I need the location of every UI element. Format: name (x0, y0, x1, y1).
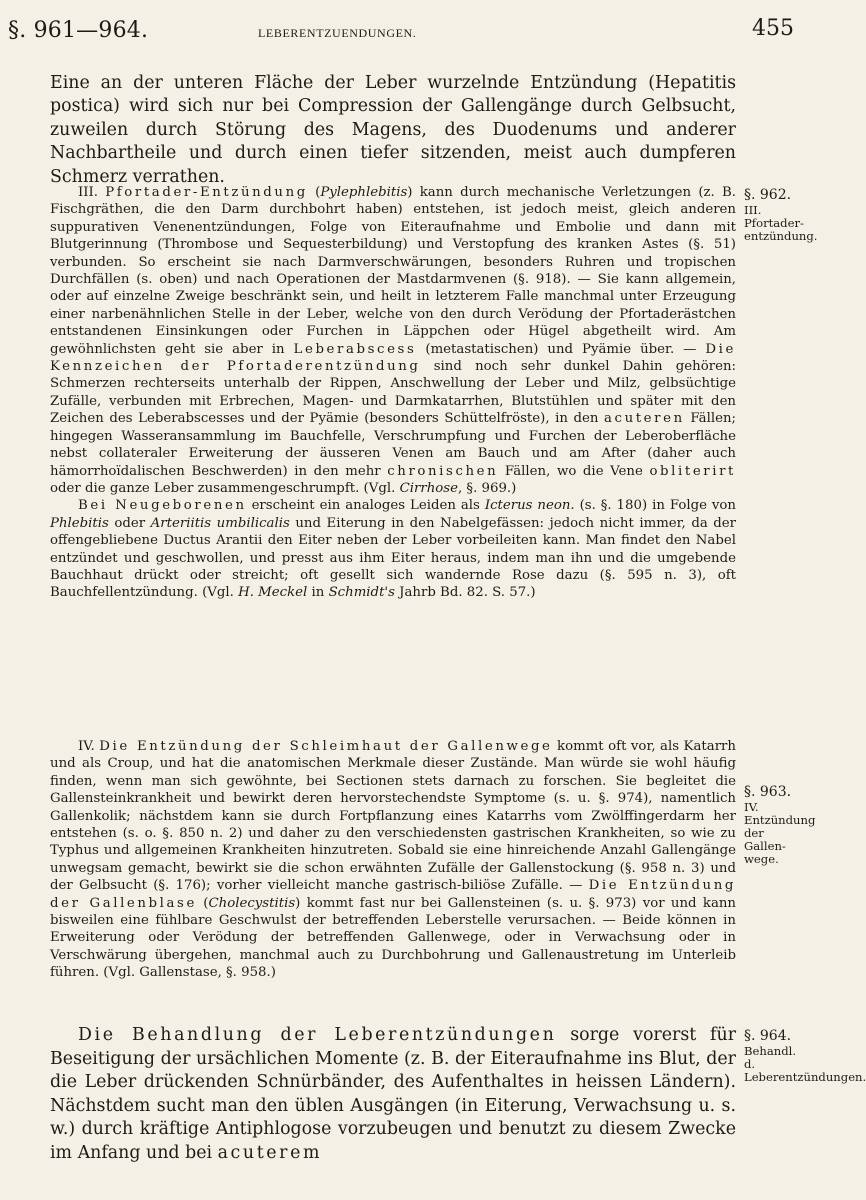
paragraph-text: sorge vorerst für Beseitigung der ursächlichen Momente (z. B. der Eiteraufnahme ins Blut, der die Leber drückenden Schnürbänder, des Aufenthaltes in heissen Ländern). Nächstdem sucht man den üblen Ausgängen (in Eiterung, Verwachsung u. s. w.) durch kräftige Antiphlogose vorzubeugen und benutzt zu diesem Zwecke im Anfang und bei (50, 1025, 737, 1163)
cross-reference: Cirrhose (399, 480, 458, 496)
paragraph-text: (metastatischen) und Pyämie über. — (425, 341, 697, 357)
treatment-paragraph (50, 1024, 736, 1165)
paragraph-text: und Eiterung in den Nabelgefässen: jedoch nicht immer, da der offengebliebene Ductus Arantii den Eiter neben der Leber vorbeileiten kann. Man findet den Nabel entzündet und geschwollen, und presst aus ihm Eiter heraus, indem man ihn und die umgebende Bauchhaut drückt oder streicht; oft gesellt sich wandernde Rose dazu (§. 595 n. 3), oft Bauchfellentzündung. (Vgl. (50, 515, 737, 601)
intro-paragraph: Eine an der unteren Fläche der Leber wurzelnde Entzündung (Hepatitis postica) wird sich nur bei Compression der Gallengänge durch Gelbsucht, zuweilen durch Störung des Magens, des Duodenums und anderer Nachbartheile und durch einen tiefer sitzenden, meist auch dumpferen Schmerz verrathen. (50, 73, 736, 187)
paragraph-text: Fällen; hingegen Wasseransammlung im Bauchfelle, Verschrumpfung und Furchen der Leberoberfläche nebst collateraler Erweiterung der äusseren Venen am Bauch und am After (daher auch hämorrhoïdalischen Beschwerden) in den mehr (50, 411, 736, 479)
emphasized-term: Die Behandlung der Leberentzündungen (78, 1025, 557, 1045)
paragraph-text: oder die ganze Leber zusammengeschrumpft. (Vgl. (50, 480, 396, 496)
section-iii-block (50, 184, 736, 709)
section-term: Pfortader-Entzündung (105, 185, 308, 200)
section-iv-paragraph: IV. Die Entzündung der Schleimhaut der Gallenwege kommt oft vor, als Katarrh und als Croup, und hat die anatomischen Merkmale dieser Zustände. Man würde sie wohl häufig finden, wenn man sich gewöhnte, bei Sectionen stets darnach zu forschen. Sie begleitet die Gallensteinkrankheit und bewirkt deren hervorstechendste Symptome (s. u. §. 974), namentlich Gallenkolik; nächstdem kann sie durch Fortpflanzung eines Katarrhs vom Zwölffingerdarm her entstehen (s. o. §. 850 n. 2) und daher zu den verschiedensten gastrischen Krankheiten, so wie zu Typhus und allgemeinen Krankheiten hinzutreten. Sobald sie eine hinreichende Anzahl Gallengänge unwegsam gemacht, bewirkt sie die schon erwähnten Zufälle der Gallenstockung (§. 958 n. 3) und der Gelbsucht (§. 176); vorher vielleicht manche gastrisch-biliöse Zufälle. — Die Entzündung der Gallenblase (Cholecystitis) kommt fast nur bei Gallensteinen (s. u. §. 973) vor und kann bisweilen eine fühlbare Geschwulst der betreffenden Leberstelle verursachen. — Beide können in Erweiterung oder Verödung der betreffenden Gallenwege, oder in Verwachsung oder in Verschwärung übergehen, manchmal auch zu Durchbohrung und Gallenaustretung im Unterleib führen. (Vgl. Gallenstase, §. 958.) (50, 739, 737, 981)
running-title: LEBERENTZUENDUNGEN. (258, 26, 417, 40)
emphasized-term: Leberabscess (293, 341, 417, 357)
margin-label: Behandl. d. Leberentzündungen. (744, 1044, 866, 1084)
header-section-range: §. 961—964. (8, 18, 149, 43)
margin-note-962 (744, 187, 818, 243)
latin-term: Cholecystitis (208, 895, 296, 911)
cross-reference: H. Meckel (238, 585, 308, 601)
page-number: 455 (752, 16, 794, 41)
paragraph-text: Fällen, wo die Vene (504, 463, 643, 479)
emphasized-term: Bei Neugeborenen (78, 498, 247, 514)
emphasized-term: Die Kennzeichen der Pfortaderentzündung (50, 341, 736, 375)
emphasized-term: acuteren (604, 411, 685, 427)
emphasized-term: obliterirt (649, 463, 736, 479)
section-term: Die Entzündung der Schleimhaut der Gallenwege (99, 739, 553, 754)
paragraph-text: kann durch mechanische Verletzungen (z. B. Fischgräthen, die den Darm durchbohrt haben) entstehen, ist jedoch meist, gleich anderen suppurativen Venenentzündungen, Folge von Eiteraufnahme und Embolie und dann mit Blutgerinnung (Thrombose und Sequesterbildung) und Verstopfung des kranken Astes (§. 51) verbunden. So erscheint sie nach Darmverschwärungen, besonders Ruhren und tropischen Durchfällen (s. oben) und nach Operationen der Mastdarmvenen (§. 918). — Sie kann allgemein, oder auf einzelne Zweige beschränkt sein, und heilt in letzterem Falle manchmal unter Erzeugung einer narbenähnlichen Stelle in der Leber, welche von den durch Verödung der Pfortaderästchen entstandenen Einsinkungen oder Furchen in Läppchen oder Hügel abgetheilt wird. Am gewöhnlichsten geht sie aber in (50, 185, 736, 357)
margin-section-number: §. 964. (744, 1028, 792, 1044)
paragraph-text: in (311, 585, 325, 601)
cross-reference: Phlebitis (50, 515, 109, 531)
margin-section-number: §. 962. (744, 187, 792, 203)
emphasized-term: Die Entzündung der Gallenblase (50, 878, 737, 911)
margin-label: IV. Entzündung der Gallen-wege. (744, 800, 816, 866)
margin-label: III. Pfortader-entzündung. (744, 203, 818, 243)
paragraph-text: Jahrb Bd. 82. S. 57.) (399, 585, 536, 601)
cross-reference: Arteriitis umbilicalis (150, 515, 290, 531)
paragraph-text: kommt oft vor, als Katarrh und als Croup, und hat die anatomischen Merkmale dieser Zustände. Man würde sie wohl häufig finden, wenn man sich gewöhnte, bei Sectionen stets darnach zu forschen. Sie begleitet die Gallensteinkrankheit und bewirkt deren hervorstechendste Symptome (s. u. §. 974), namentlich Gallenkolik; nächstdem kann sie durch Fortpflanzung eines Katarrhs vom Zwölffingerdarm her entstehen (s. o. §. 850 n. 2) und daher zu den verschiedensten gastrischen Krankheiten, so wie zu Typhus und allgemeinen Krankheiten hinzutreten. Sobald sie eine hinreichende Anzahl Gallengänge unwegsam gemacht, bewirkt sie die schon erwähnten Zufälle der Gallenstockung (§. 958 n. 3) und der Gelbsucht (§. 176); vorher vielleicht manche gastrisch-biliöse Zufälle. — (50, 739, 736, 894)
emphasized-term: chronischen (387, 463, 499, 479)
paragraph-text: sind noch sehr dunkel Dahin gehören: Schmerzen rechterseits unterhalb der Rippen, Anschwellung der Leber und Milz, gelbsüchtige Zufälle, verbunden mit Erbrechen, Magen- und Darmkatarrhen, Blutstühlen und später mit den Zeichen des Leberabscesses und der Pyämie (besonders Schüttelfröste), in den (50, 359, 736, 427)
margin-note-963 (744, 784, 816, 866)
newborn-paragraph (50, 497, 736, 601)
cross-reference: Icterus neon. (484, 498, 575, 514)
paragraph-text: (s. §. 180) in Folge von (579, 498, 736, 514)
emphasized-term: acuterem (217, 1142, 323, 1163)
section-iii-paragraph: III. Pfortader-Entzündung (Pylephlebitis) kann durch mechanische Verletzungen (z. B. Fischgräthen, die den Darm durchbohrt haben) entstehen, ist jedoch meist, gleich anderen suppurativen Venenentzündungen, Folge von Eiteraufnahme und Embolie und dann mit Blutgerinnung (Thrombose und Sequesterbildung) und Verstopfung des kranken Astes (§. 51) verbunden. So erscheint sie nach Darmverschwärungen, besonders Ruhren und tropischen Durchfällen (s. oben) und nach Operationen der Mastdarmvenen (§. 918). — Sie kann allgemein, oder auf einzelne Zweige beschränkt sein, und heilt in letzterem Falle manchmal unter Erzeugung einer narbenähnlichen Stelle in der Leber, welche von den durch Verödung der Pfortaderästchen entstandenen Einsinkungen oder Furchen in Läppchen oder Hügel abgetheilt wird. Am gewöhnlichsten geht sie aber in Leberabscess (metastatischen) und Pyämie über. — Die Kennzeichen der Pfortaderentzündung sind noch sehr dunkel Dahin gehören: Schmerzen rechterseits unterhalb der Rippen, Anschwellung der Leber und Milz, gelbsüchtige Zufälle, verbunden mit Erbrechen, Magen- und Darmkatarrhen, Blutstühlen und später mit den Zeichen des Leberabscesses und der Pyämie (besonders Schüttelfröste), in den acuteren Fällen; hingegen Wasseransammlung im Bauchfelle, Verschrumpfung und Furchen der Leberoberfläche nebst collateraler Erweiterung der äusseren Venen am Bauch und am After (daher auch hämorrhoïdalischen Beschwerden) in den mehr chronischen Fällen, wo die Vene obliterirt oder die ganze Leber zusammengeschrumpft. (Vgl. Cirrhose, §. 969.) (50, 185, 736, 496)
paragraph-text: oder (114, 515, 146, 531)
section-numeral: III. (78, 185, 98, 200)
margin-note-964 (744, 1028, 866, 1084)
latin-term: Pylephlebitis (320, 185, 408, 200)
paragraph-text: erscheint ein analoges Leiden als (251, 498, 480, 514)
paragraph-text: kommt fast nur bei Gallensteinen (s. u. §. 973) vor und kann bisweilen eine fühlbare Geschwulst der betreffenden Leberstelle verursachen. — Beide können in Erweiterung oder Verödung der betreffenden Gallenwege, oder in Verwachsung oder in Verschwärung übergehen, manchmal auch zu Durchbohrung und Gallenaustretung im Unterleib führen. (Vgl. Gallenstase, §. 958.) (50, 895, 736, 981)
section-numeral: IV. (78, 739, 95, 754)
page-header (0, 14, 801, 54)
margin-section-number: §. 963. (744, 784, 792, 800)
paragraph-text: , §. 969.) (457, 480, 517, 496)
cross-reference: Schmidt's (328, 585, 395, 601)
